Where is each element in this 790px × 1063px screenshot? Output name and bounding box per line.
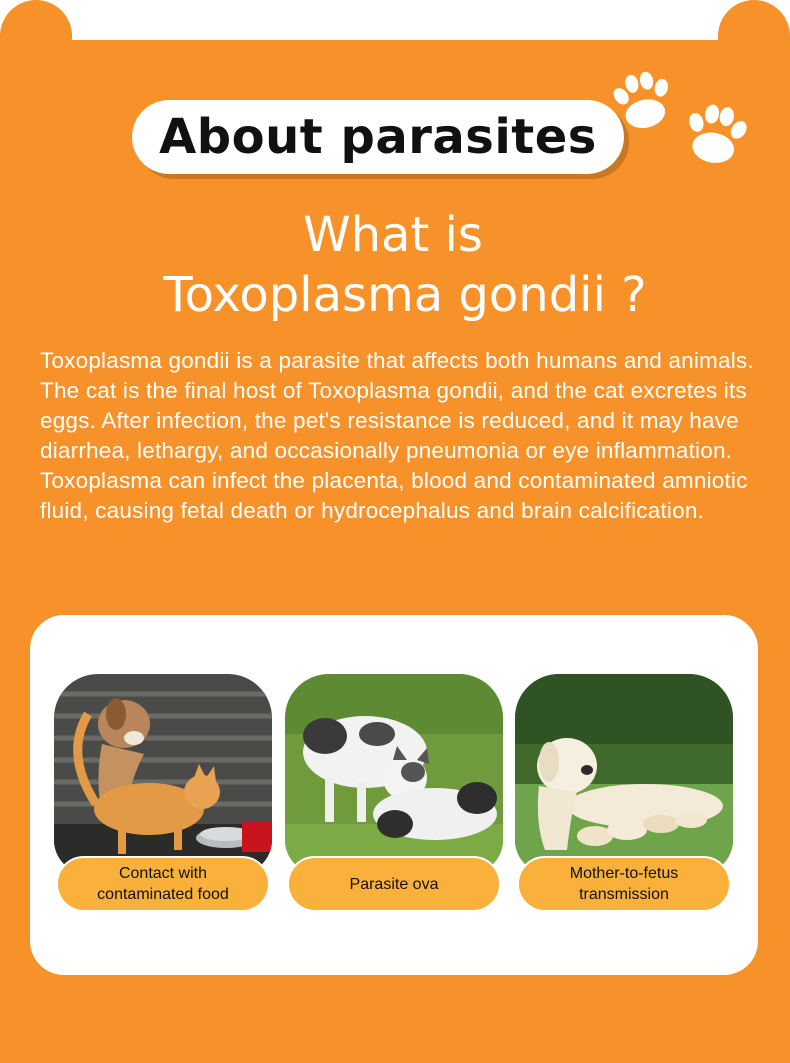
caption-parasite-ova [287, 856, 501, 912]
heading-line-2: Toxoplasma gondii ? [163, 267, 647, 323]
caption-line: Contact with [118, 865, 208, 882]
page-title: About parasites [132, 100, 624, 174]
caption-mother-to-fetus [517, 856, 731, 912]
dog-and-cat-at-food-bowl-photo [54, 674, 272, 874]
description-paragraph-1: Toxoplasma gondii is a parasite that affects both humans and animals. The cat is the final host of Toxoplasma gondii, and the cat excretes its eggs. After infection, the pet's resistance is reduced, and it may have diarrhea, lethargy, and occasionally pneumonia or eye inflammation. [40, 348, 754, 463]
paw-prints-icon [606, 64, 766, 168]
heading-line-1: What is [303, 207, 483, 263]
dog-nursing-puppies-photo [515, 674, 733, 874]
caption-line: transmission [579, 886, 669, 903]
caption-line: Parasite ova [349, 875, 439, 893]
main-heading [0, 205, 790, 325]
two-cats-playing-on-grass-photo [285, 674, 503, 874]
caption-line: Mother-to-fetus [569, 865, 679, 882]
caption-line: contaminated food [97, 886, 229, 903]
description-paragraph-2: Toxoplasma can infect the placenta, blood and contaminated amniotic fluid, causing fetal death or hydrocephalus and brain calcification. [40, 468, 748, 523]
description-text [40, 346, 760, 526]
caption-contaminated-food [56, 856, 270, 912]
